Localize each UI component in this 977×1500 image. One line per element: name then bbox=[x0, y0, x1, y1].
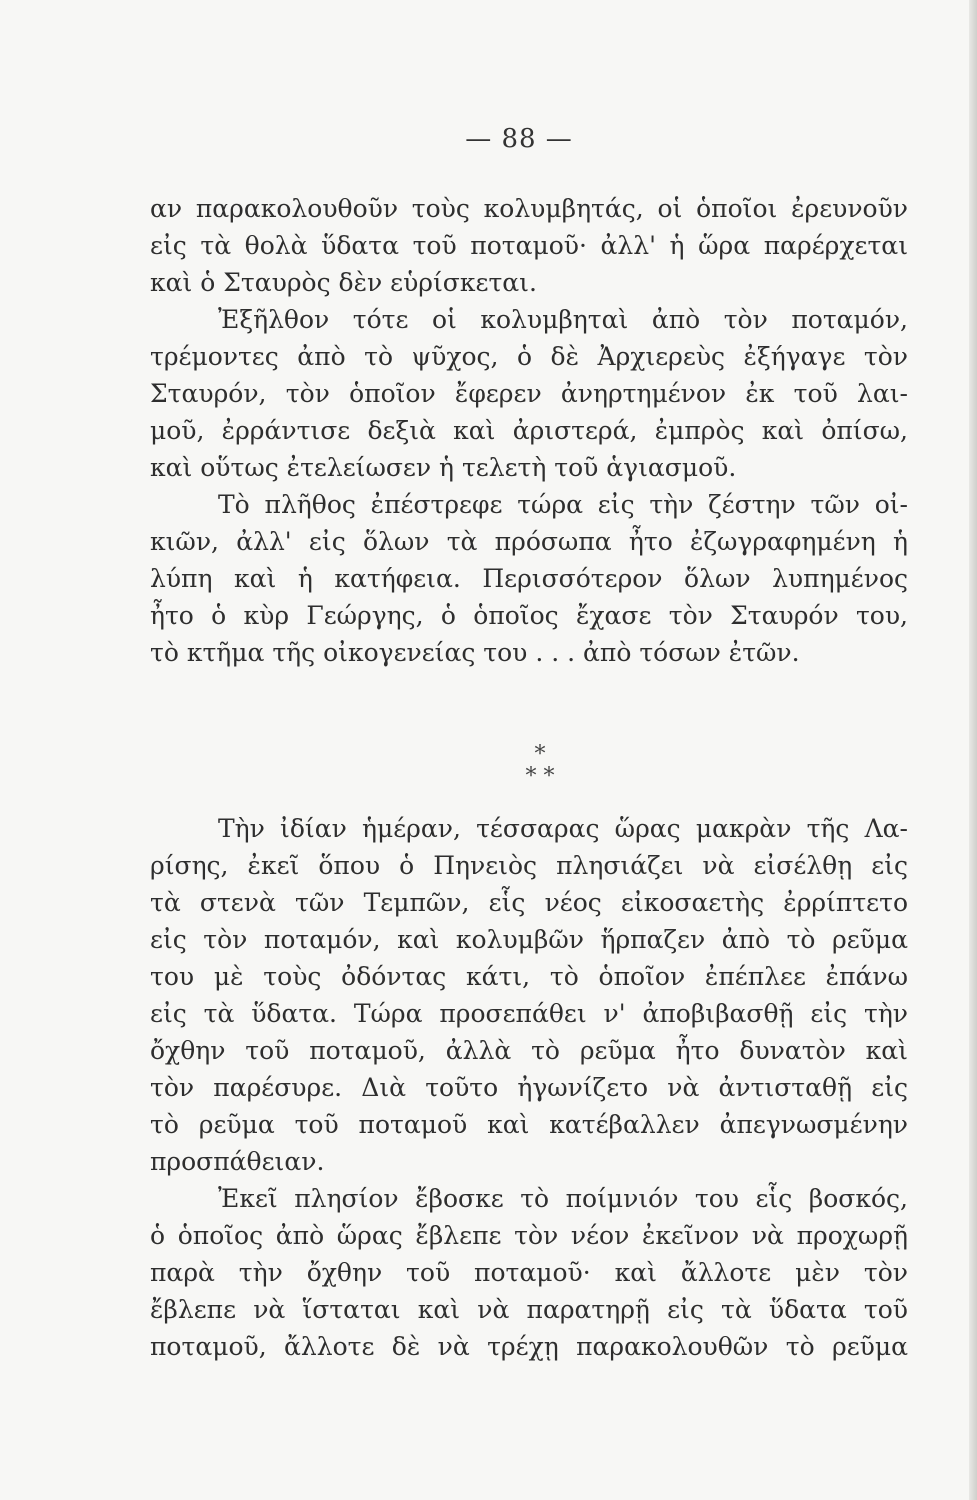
text-line: εἰς τὰ θολὰ ὕδατα τοῦ ποταμοῦ· ἀλλ' ἡ ὥρα παρέρχεται bbox=[150, 231, 908, 260]
text-line: του μὲ τοὺς ὀδόντας κάτι, τὸ ὁποῖον ἐπέπλεε ἐπάνω bbox=[150, 962, 908, 991]
text-line: καὶ οὕτως ἐτελείωσεν ἡ τελετὴ τοῦ ἁγιασμοῦ. bbox=[150, 453, 737, 482]
text-line: τὸ ρεῦμα τοῦ ποταμοῦ καὶ κατέβαλλεν ἀπεγνωσμένην bbox=[150, 1110, 908, 1139]
section-1-text bbox=[150, 190, 908, 671]
text-line: καὶ ὁ Σταυρὸς δὲν εὑρίσκεται. bbox=[150, 268, 537, 297]
text-line: ποταμοῦ, ἄλλοτε δὲ νὰ τρέχῃ παρακολουθῶν τὸ ρεῦμα bbox=[150, 1332, 908, 1361]
text-line: εἰς τὰ ὕδατα. Τώρα προσεπάθει ν' ἀποβιβασθῇ εἰς τὴν bbox=[150, 999, 908, 1028]
text-line: Τὴν ἰδίαν ἡμέραν, τέσσαρας ὥρας μακρὰν τῆς Λα- bbox=[218, 814, 908, 843]
text-line: κιῶν, ἀλλ' εἰς ὅλων τὰ πρόσωπα ἦτο ἐζωγραφημένη ἡ bbox=[150, 527, 908, 556]
text-line: τὸ κτῆμα τῆς οἰκογενείας του . . . ἀπὸ τόσων ἐτῶν. bbox=[150, 638, 800, 667]
text-line: παρὰ τὴν ὄχθην τοῦ ποταμοῦ· καὶ ἄλλοτε μὲν τὸν bbox=[150, 1258, 908, 1287]
text-line: λύπη καὶ ἡ κατήφεια. Περισσότερον ὅλων λυπημένος bbox=[150, 564, 908, 593]
text-line: Τὸ πλῆθος ἐπέστρεφε τώρα εἰς τὴν ζέστην τῶν οἰ- bbox=[218, 490, 908, 519]
text-line: Ἐκεῖ πλησίον ἔβοσκε τὸ ποίμνιόν του εἷς βοσκός, bbox=[218, 1184, 908, 1213]
text-line: τρέμοντες ἀπὸ τὸ ψῦχος, ὁ δὲ Ἀρχιερεὺς ἐξήγαγε τὸν bbox=[150, 342, 908, 371]
text-line: ὄχθην τοῦ ποταμοῦ, ἀλλὰ τὸ ρεῦμα ἦτο δυνατὸν καὶ bbox=[150, 1036, 908, 1065]
text-line: Σταυρόν, τὸν ὁποῖον ἔφερεν ἀνηρτημένον ἐκ τοῦ λαι- bbox=[150, 379, 908, 408]
text-line: αν παρακολουθοῦν τοὺς κολυμβητάς, οἱ ὁποῖοι ἐρευνοῦν bbox=[150, 194, 908, 223]
text-line: τὰ στενὰ τῶν Τεμπῶν, εἷς νέος εἰκοσαετὴς ἐρρίπτετο bbox=[150, 888, 908, 917]
text-line: μοῦ, ἐρράντισε δεξιὰ καὶ ἀριστερά, ἐμπρὸς καὶ ὀπίσω, bbox=[150, 416, 908, 445]
text-line: τὸν παρέσυρε. Διὰ τοῦτο ἠγωνίζετο νὰ ἀντισταθῇ εἰς bbox=[150, 1073, 908, 1102]
text-line: ρίσης, ἐκεῖ ὅπου ὁ Πηνειὸς πλησιάζει νὰ εἰσέλθῃ εἰς bbox=[150, 851, 908, 880]
text-line: Ἐξῆλθον τότε οἱ κολυμβηταὶ ἀπὸ τὸν ποταμόν, bbox=[218, 305, 908, 334]
text-line: ἦτο ὁ κὺρ Γεώργης, ὁ ὁποῖος ἔχασε τὸν Σταυρόν του, bbox=[150, 601, 908, 630]
asterism-top: * bbox=[534, 742, 546, 767]
text-line: ἔβλεπε νὰ ἵσταται καὶ νὰ παρατηρῇ εἰς τὰ ὕδατα τοῦ bbox=[150, 1295, 908, 1324]
asterism-bottom: * * bbox=[525, 764, 555, 789]
text-line: ὁ ὁποῖος ἀπὸ ὥρας ἔβλεπε τὸν νέον ἐκεῖνον νὰ προχωρῇ bbox=[150, 1221, 908, 1250]
text-line: εἰς τὸν ποταμόν, καὶ κολυμβῶν ἥρπαζεν ἀπὸ τὸ ρεῦμα bbox=[150, 925, 908, 954]
section-2-text bbox=[150, 810, 908, 1365]
page-number: — 88 — bbox=[465, 124, 573, 154]
asterism-divider bbox=[0, 744, 977, 788]
text-line: προσπάθειαν. bbox=[150, 1147, 325, 1176]
